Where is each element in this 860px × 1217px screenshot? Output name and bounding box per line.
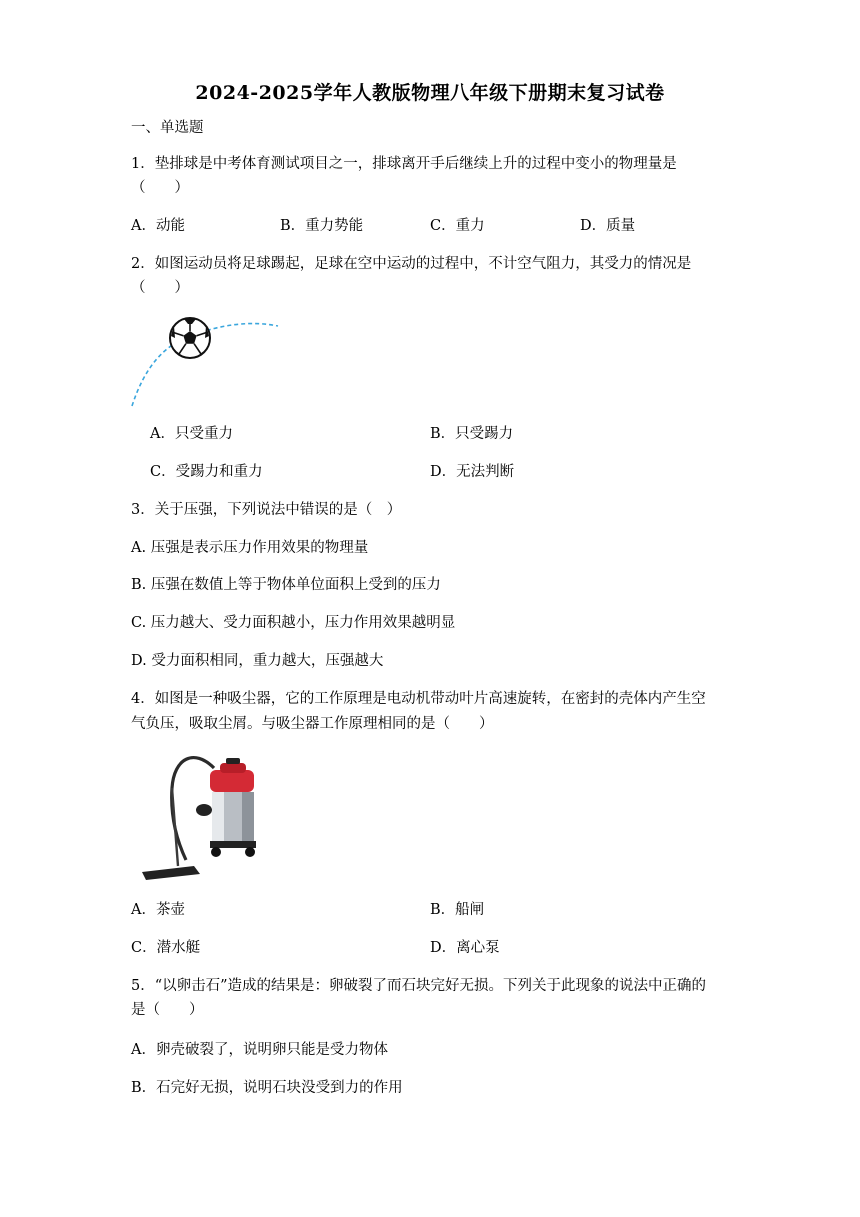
q1-text-line1: 1．垫排球是中考体育测试项目之一，排球离开手后继续上升的过程中变小的物理量是 [131, 156, 677, 172]
q1-option-d: D．质量 [580, 218, 636, 234]
q4-text-line1: 4．如图是一种吸尘器，它的工作原理是电动机带动叶片高速旋转，在密封的壳体内产生空 [131, 691, 706, 707]
q1-option-c: C．重力 [430, 218, 485, 234]
q5-option-a: A．卵壳破裂了，说明卵只能是受力物体 [131, 1042, 388, 1058]
q2-text-line2: （ ） [131, 280, 189, 296]
vacuum-cleaner-figure [134, 748, 266, 884]
q1-option-b: B．重力势能 [280, 218, 364, 234]
soccer-ball-icon [170, 318, 210, 358]
q4-option-a: A．茶壶 [131, 902, 185, 918]
vacuum-nozzle [142, 866, 200, 880]
q4-option-b: B．船闸 [430, 902, 485, 918]
q1-option-a: A．动能 [131, 218, 185, 234]
q2-option-a: A．只受重力 [150, 426, 233, 442]
q4-text-line2: 气负压，吸取尘屑。与吸尘器工作原理相同的是（ ） [131, 716, 494, 732]
q1-text-line2: （ ） [131, 180, 189, 196]
q3-text: 3．关于压强，下列说法中错误的是（ ） [131, 502, 402, 518]
q2-option-c: C．受踢力和重力 [150, 464, 263, 480]
q5-text-line2: 是（ ） [131, 1002, 204, 1018]
q5-text-line1: 5．“以卵击石”造成的结果是：卵破裂了而石块完好无损。下列关于此现象的说法中正确的 [131, 978, 707, 994]
q4-option-c: C．潜水艇 [131, 940, 201, 956]
q2-option-b: B．只受踢力 [430, 426, 514, 442]
soccer-ball-figure [128, 310, 288, 410]
page-title: 2024-2025学年人教版物理八年级下册期末复习试卷 [195, 82, 665, 104]
q2-option-d: D．无法判断 [430, 464, 515, 480]
q3-option-a: A. 压强是表示压力作用效果的物理量 [131, 540, 369, 556]
q3-option-c: C. 压力越大、受力面积越小，压力作用效果越明显 [131, 615, 456, 631]
q3-option-d: D. 受力面积相同，重力越大，压强越大 [131, 653, 384, 669]
q4-option-d: D．离心泵 [430, 940, 500, 956]
q3-option-b: B. 压强在数值上等于物体单位面积上受到的压力 [131, 577, 441, 593]
q2-text-line1: 2．如图运动员将足球踢起，足球在空中运动的过程中，不计空气阻力，其受力的情况是 [131, 256, 692, 272]
q5-option-b: B．石完好无损，说明石块没受到力的作用 [131, 1080, 403, 1096]
section-heading: 一、单选题 [131, 120, 204, 136]
